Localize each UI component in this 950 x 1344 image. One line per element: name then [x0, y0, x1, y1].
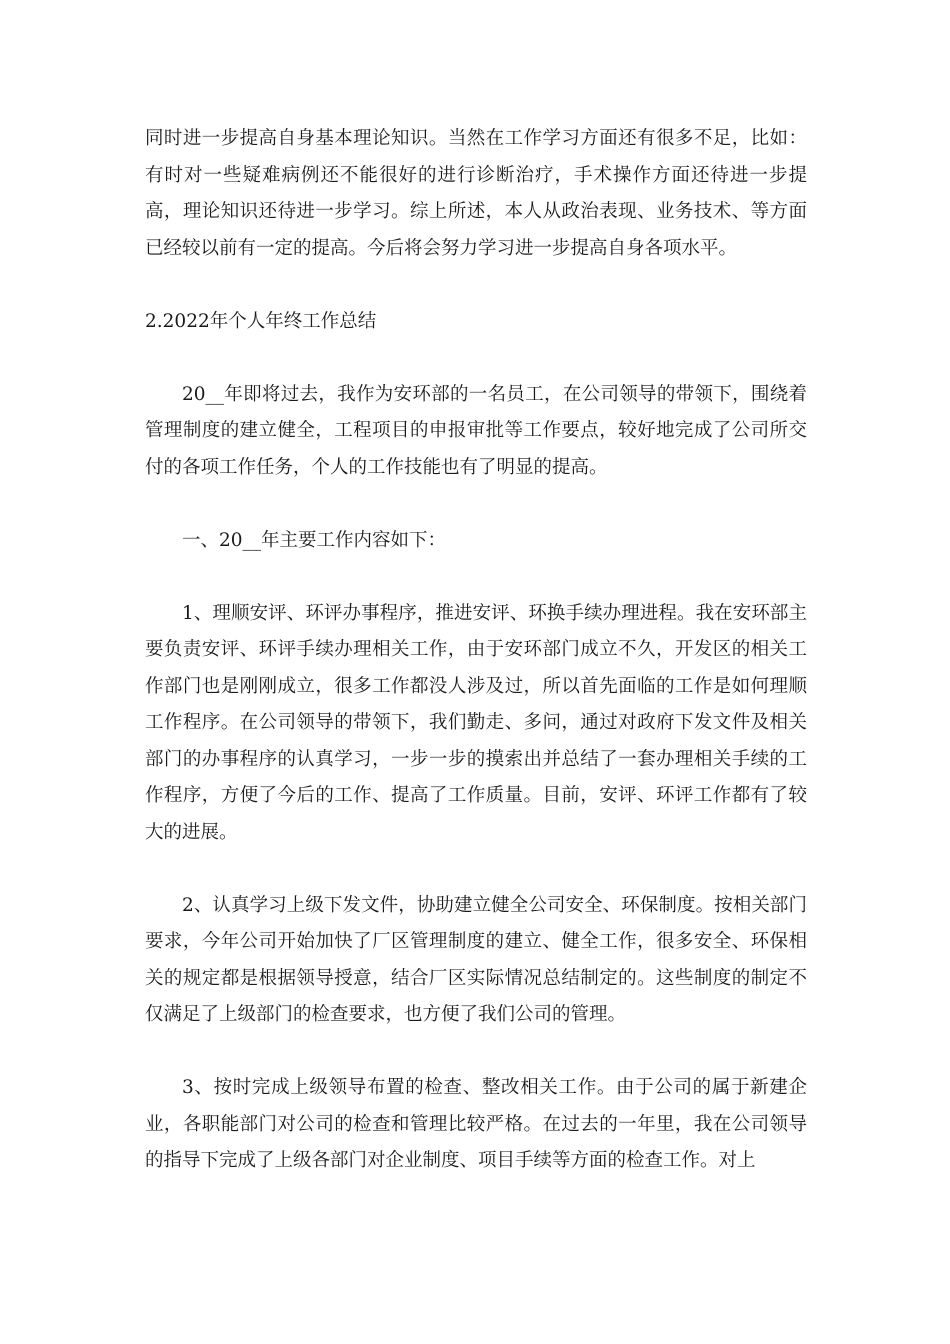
document-body	[145, 121, 807, 1216]
paragraph-item-1: 1、理顺安评、环评办事程序，推进安评、环换手续办理进程。我在安环部主要负责安评、环评手续办理相关工作，由于安环部门成立不久，开发区的相关工作部门也是刚刚成立，很多工作都没人涉及过，所以首先面临的工作是如何理顺工作程序。在公司领导的带领下，我们勤走、多问，通过对政府下发文件及相关部门的办事程序的认真学习，一步一步的摸索出并总结了一套办理相关手续的工作程序，方便了今后的工作、提高了工作质量。目前，安评、环评工作都有了较大的进展。	[145, 602, 807, 843]
paragraph-item-3: 3、按时完成上级领导布置的检查、整改相关工作。由于公司的属于新建企业，各职能部门对公司的检查和管理比较严格。在过去的一年里，我在公司领导的指导下完成了上级各部门对企业制度、项目手续等方面的检查工作。对上	[145, 1077, 807, 1171]
subsection-heading: 一、20__年主要工作内容如下：	[182, 529, 447, 551]
paragraph-continuation: 同时进一步提高自身基本理论知识。当然在工作学习方面还有很多不足，比如：有时对一些疑难病例还不能很好的进行诊断治疗，手术操作方面还待进一步提高，理论知识还待进一步学习。综上所述，本人从政治表现、业务技术、等方面已经较以前有一定的提高。今后将会努力学习进一步提高自身各项水平。	[145, 128, 807, 259]
paragraph-item-2: 2、认真学习上级下发文件，协助建立健全公司安全、环保制度。按相关部门要求，今年公司开始加快了厂区管理制度的建立、健全工作，很多安全、环保相关的规定都是根据领导授意，结合厂区实际情况总结制定的。这些制度的制定不仅满足了上级部门的检查要求，也方便了我们公司的管理。	[145, 894, 807, 1025]
paragraph-intro: 20__年即将过去，我作为安环部的一名员工，在公司领导的带领下，围绕着管理制度的建立健全，工程项目的申报审批等工作要点，较好地完成了公司所交付的各项工作任务，个人的工作技能也有了明显的提高。	[145, 383, 807, 478]
section-heading: 2.2022年个人年终工作总结	[145, 310, 377, 332]
